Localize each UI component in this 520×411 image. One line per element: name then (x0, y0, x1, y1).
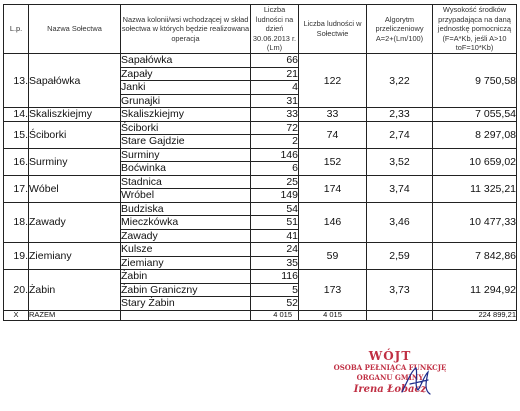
header-amount: Wysokość środków przypadająca na daną jednostkę pomocniczą (F=A*Kb, jeśli A>10 toF=10*Kb) (433, 5, 517, 54)
solectwo-residents-total: 173 (299, 270, 367, 311)
solectwo-name: Surminy (29, 148, 121, 175)
colony-residents: 2 (251, 135, 299, 149)
signature-icon (398, 362, 438, 402)
colony-name: Mieczkówka (121, 216, 251, 230)
algorithm-value: 3,74 (367, 175, 433, 202)
colony-name: Grunajki (121, 94, 251, 108)
solectwo-name: Zawady (29, 202, 121, 243)
colony-residents: 24 (251, 243, 299, 257)
colony-name: Stadnica (121, 175, 251, 189)
total-row (4, 310, 517, 320)
table-row (4, 54, 517, 68)
row-lp: 14. (4, 108, 29, 122)
table-row (4, 148, 517, 162)
solectwo-name: Ziemiany (29, 243, 121, 270)
stamp-line-2: ORGANU GMINY (356, 373, 424, 382)
colony-residents: 146 (251, 148, 299, 162)
row-lp: 19. (4, 243, 29, 270)
colony-name: Ściborki (121, 121, 251, 135)
colony-residents: 116 (251, 270, 299, 284)
colony-name: Skaliszkiejmy (121, 108, 251, 122)
total-algorithm (367, 310, 433, 320)
colony-name: Kulsze (121, 243, 251, 257)
header-residents-total: Liczba ludności w Sołectwie (299, 5, 367, 54)
colony-name: Stare Gajdzie (121, 135, 251, 149)
colony-residents: 41 (251, 229, 299, 243)
table-row (4, 270, 517, 284)
colony-name: Budziska (121, 202, 251, 216)
header-residents-date: Liczba ludności na dzień 30.06.2013 r. (Lm) (251, 5, 299, 54)
colony-residents: 31 (251, 94, 299, 108)
amount-value: 11 325,21 (433, 175, 517, 202)
total-residents-sum: 4 015 (299, 310, 367, 320)
solectwo-residents-total: 122 (299, 54, 367, 108)
algorithm-value: 3,52 (367, 148, 433, 175)
solectwo-residents-total: 59 (299, 243, 367, 270)
colony-residents: 54 (251, 202, 299, 216)
solectwo-name: Wóbel (29, 175, 121, 202)
stamp-name: Irena Łobacz (353, 384, 427, 395)
colony-residents: 4 (251, 81, 299, 95)
table-row (4, 202, 517, 216)
colony-name: Zapały (121, 67, 251, 81)
amount-value: 7 055,54 (433, 108, 517, 122)
colony-residents: 21 (251, 67, 299, 81)
amount-value: 10 477,33 (433, 202, 517, 243)
colony-residents: 35 (251, 256, 299, 270)
row-lp: 16. (4, 148, 29, 175)
colony-name: Ziemiany (121, 256, 251, 270)
row-lp: 17. (4, 175, 29, 202)
header-algorithm: Algorytm przeliczeniowy A=2+(Lm/100) (367, 5, 433, 54)
algorithm-value: 3,22 (367, 54, 433, 108)
row-lp: 20. (4, 270, 29, 311)
header-row (4, 5, 517, 54)
algorithm-value: 3,73 (367, 270, 433, 311)
algorithm-value: 3,46 (367, 202, 433, 243)
colony-name: Wróbel (121, 189, 251, 203)
solectwo-residents-total: 152 (299, 148, 367, 175)
row-lp: 13. (4, 54, 29, 108)
colony-name: Surminy (121, 148, 251, 162)
header-colonies: Nazwa kolonii/wsi wchodzącej w skład sołectwa w których będzie realizowana operacja (121, 5, 251, 54)
row-lp: 18. (4, 202, 29, 243)
total-residents: 4 015 (251, 310, 299, 320)
algorithm-value: 2,33 (367, 108, 433, 122)
stamp-line-1: OSOBA PEŁNIĄCA FUNKCJĘ (333, 363, 447, 372)
solectwo-residents-total: 146 (299, 202, 367, 243)
total-empty-cell (121, 310, 251, 320)
colony-name: Sapałówka (121, 54, 251, 68)
header-lp: L.p. (4, 5, 29, 54)
colony-residents: 72 (251, 121, 299, 135)
solectwo-name: Skaliszkiejmy (29, 108, 121, 122)
amount-value: 9 750,58 (433, 54, 517, 108)
table-row (4, 108, 517, 122)
table-body (4, 54, 517, 321)
amount-value: 10 659,02 (433, 148, 517, 175)
colony-residents: 5 (251, 283, 299, 297)
official-stamp (300, 350, 480, 396)
colony-name: Żabin Graniczny (121, 283, 251, 297)
colony-name: Boćwinka (121, 162, 251, 176)
solectwo-residents-total: 33 (299, 108, 367, 122)
table-row (4, 243, 517, 257)
colony-residents: 25 (251, 175, 299, 189)
solectwo-residents-total: 174 (299, 175, 367, 202)
stamp-title: WÓJT (368, 349, 412, 363)
colony-name: Stary Żabin (121, 297, 251, 311)
colony-name: Janki (121, 81, 251, 95)
colony-name: Zawady (121, 229, 251, 243)
solectwa-table (3, 4, 517, 321)
colony-residents: 6 (251, 162, 299, 176)
colony-residents: 66 (251, 54, 299, 68)
amount-value: 8 297,08 (433, 121, 517, 148)
solectwo-residents-total: 74 (299, 121, 367, 148)
total-lp: X (4, 310, 29, 320)
amount-value: 11 294,92 (433, 270, 517, 311)
algorithm-value: 2,74 (367, 121, 433, 148)
solectwo-name: Sapałówka (29, 54, 121, 108)
colony-residents: 149 (251, 189, 299, 203)
solectwo-name: Żabin (29, 270, 121, 311)
total-amount: 224 899,21 (433, 310, 517, 320)
colony-residents: 51 (251, 216, 299, 230)
total-label: RAZEM (29, 310, 121, 320)
colony-residents: 52 (251, 297, 299, 311)
table-row (4, 121, 517, 135)
row-lp: 15. (4, 121, 29, 148)
header-name: Nazwa Sołectwa (29, 5, 121, 54)
solectwo-name: Ściborki (29, 121, 121, 148)
colony-residents: 33 (251, 108, 299, 122)
algorithm-value: 2,59 (367, 243, 433, 270)
colony-name: Żabin (121, 270, 251, 284)
amount-value: 7 842,86 (433, 243, 517, 270)
table-row (4, 175, 517, 189)
